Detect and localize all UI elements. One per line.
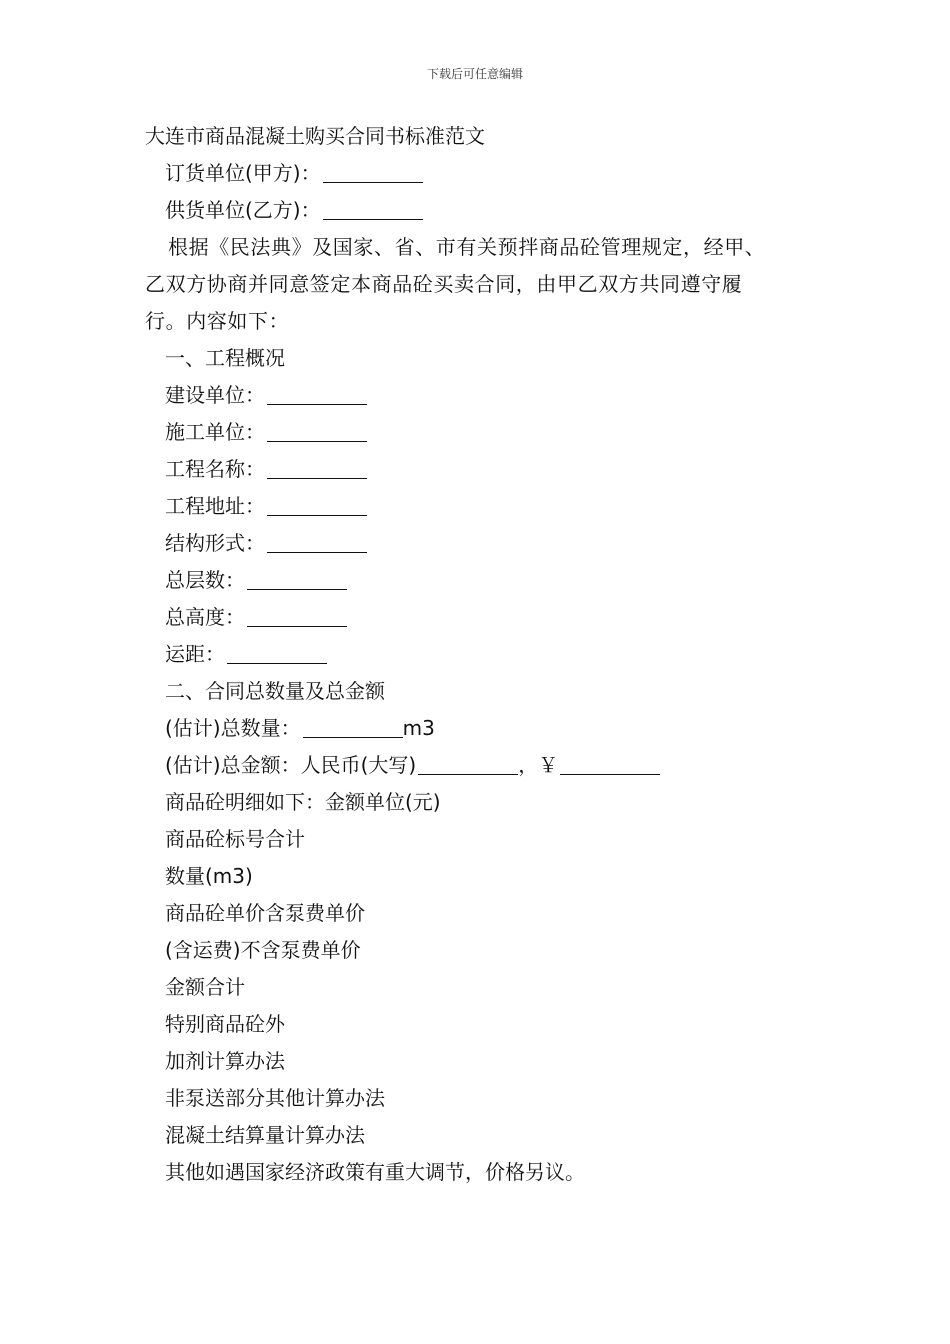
field-row-structure-type — [165, 525, 367, 562]
field-label: 总层数： — [165, 568, 245, 592]
field-label: 工程地址： — [165, 494, 265, 518]
field-blank[interactable] — [267, 419, 367, 442]
party-b-label: 供货单位(乙方)： — [165, 198, 321, 222]
section-2-heading: 二、合同总数量及总金额 — [165, 679, 385, 703]
intro-line-3: 行。内容如下： — [145, 309, 290, 333]
total-amount-row — [165, 747, 660, 784]
document-title: 大连市商品混凝土购买合同书标准范文 — [145, 124, 485, 148]
party-b-row — [165, 192, 423, 229]
detail-line: 商品砼单价含泵费单价 — [165, 901, 365, 925]
intro-line-1: 根据《民法典》及国家、省、市有关预拌商品砼管理规定，经甲、 — [168, 235, 766, 259]
detail-line: 加剂计算办法 — [165, 1049, 285, 1073]
detail-line: 商品砼明细如下：金额单位(元) — [165, 790, 441, 814]
intro-line-2: 乙双方协商并同意签定本商品砼买卖合同，由甲乙双方共同遵守履 — [145, 272, 743, 296]
party-a-row — [165, 155, 423, 192]
field-row-total-height — [165, 599, 347, 636]
field-blank[interactable] — [267, 382, 367, 405]
total-amount-words-blank[interactable] — [418, 752, 518, 775]
field-label: 运距： — [165, 642, 225, 666]
field-row-project-name — [165, 451, 367, 488]
detail-line: 非泵送部分其他计算办法 — [165, 1086, 385, 1110]
field-label: 结构形式： — [165, 531, 265, 555]
detail-line: (含运费)不含泵费单价 — [165, 938, 361, 962]
detail-line: 其他如遇国家经济政策有重大调节，价格另议。 — [165, 1160, 585, 1184]
detail-line: 金额合计 — [165, 975, 245, 999]
party-a-blank[interactable] — [323, 160, 423, 183]
field-label: 施工单位： — [165, 420, 265, 444]
field-blank[interactable] — [267, 456, 367, 479]
total-amount-separator: ，￥ — [518, 753, 559, 777]
field-blank[interactable] — [227, 641, 327, 664]
total-quantity-unit: m3 — [402, 716, 435, 740]
field-blank[interactable] — [267, 493, 367, 516]
total-quantity-row — [165, 710, 435, 747]
total-quantity-blank[interactable] — [303, 715, 403, 738]
field-blank[interactable] — [247, 567, 347, 590]
field-row-project-address — [165, 488, 367, 525]
field-row-builder-unit — [165, 414, 367, 451]
detail-line: 数量(m3) — [165, 864, 253, 888]
field-label: 建设单位： — [165, 383, 265, 407]
field-blank[interactable] — [267, 530, 367, 553]
party-b-blank[interactable] — [323, 197, 423, 220]
detail-line: 商品砼标号合计 — [165, 827, 305, 851]
total-amount-figures-blank[interactable] — [560, 752, 660, 775]
field-row-total-floors — [165, 562, 347, 599]
section-1-heading: 一、工程概况 — [165, 346, 285, 370]
field-label: 工程名称： — [165, 457, 265, 481]
page-header-note: 下载后可任意编辑 — [426, 67, 523, 81]
detail-line: 特别商品砼外 — [165, 1012, 285, 1036]
field-label: 总高度： — [165, 605, 245, 629]
total-quantity-label: (估计)总数量： — [165, 716, 301, 740]
party-a-label: 订货单位(甲方)： — [165, 161, 321, 185]
field-row-construction-unit — [165, 377, 367, 414]
detail-line: 混凝土结算量计算办法 — [165, 1123, 365, 1147]
field-row-transport-distance — [165, 636, 327, 673]
total-amount-label: (估计)总金额：人民币(大写) — [165, 753, 417, 777]
field-blank[interactable] — [247, 604, 347, 627]
